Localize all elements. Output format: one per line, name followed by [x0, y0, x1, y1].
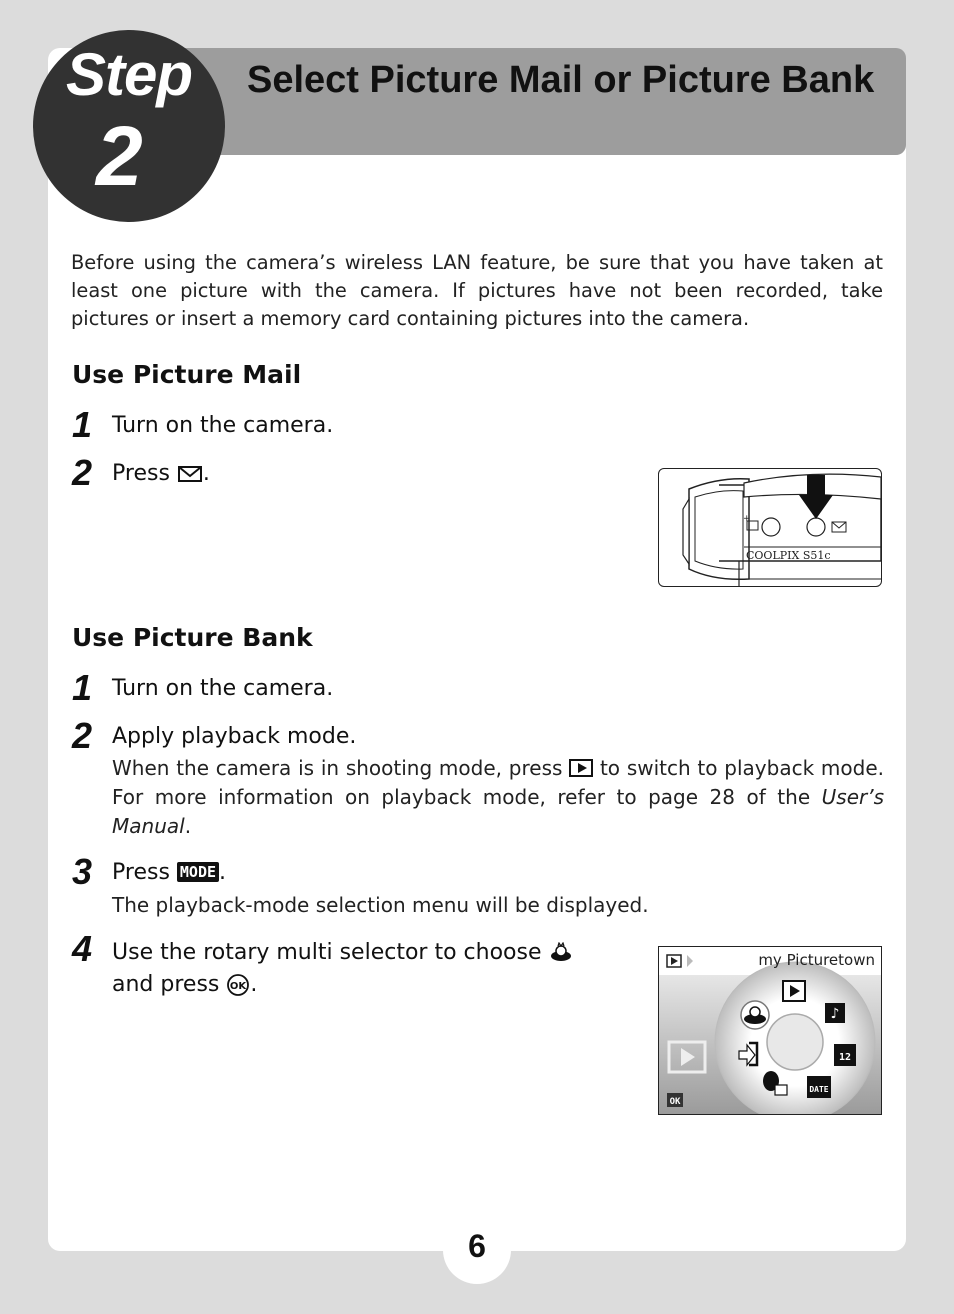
mail-step-2-text: [112, 461, 210, 486]
svg-text:OK: OK: [230, 981, 247, 992]
bank-step-2-desc-b: to switch to playback mode. For more information on playback mode, refer to page 28 of the: [112, 756, 885, 809]
bank-step-4-number: 4: [72, 928, 93, 969]
bank-step-2-description: [112, 754, 884, 841]
picturetown-icon: [549, 942, 573, 964]
date-menu-label: DATE: [809, 1085, 829, 1094]
ok-button-icon: [226, 973, 250, 997]
camera-body-drawing: [659, 469, 882, 587]
ok-soft-label: OK: [669, 1097, 681, 1107]
svg-text:♪: ♪: [830, 1006, 840, 1022]
camera-top-illustration: [658, 468, 882, 587]
page-number: 6: [468, 1228, 486, 1264]
bank-step-1-text: Turn on the camera.: [112, 676, 334, 701]
bank-step-3-number: 3: [72, 851, 93, 892]
bank-step-2-desc-end: .: [184, 814, 192, 838]
page-title: Select Picture Mail or Picture Bank: [247, 59, 875, 101]
bank-step-2-text: Apply playback mode.: [112, 724, 357, 749]
mail-step-1-text: Turn on the camera.: [112, 413, 334, 438]
bank-step-2-number: 2: [72, 715, 93, 756]
bank-step-3-label: Press: [112, 860, 170, 885]
step-number: 2: [96, 109, 143, 203]
playback-menu-screen-illustration: [658, 946, 882, 1115]
mail-step-1-number: 1: [72, 404, 93, 445]
bank-step-3-text: [112, 860, 226, 885]
bank-step-4-text-a: Use the rotary multi selector to choose: [112, 940, 542, 965]
bank-step-4-suffix: .: [250, 972, 258, 997]
mail-step-2-suffix: .: [202, 461, 210, 486]
bank-step-2-desc-a: When the camera is in shooting mode, press: [112, 756, 563, 780]
intro-paragraph: Before using the camera’s wireless LAN feature, be sure that you have taken at least one picture with the camera. If pictures have not been recorded, take pictures or insert a memory card containing pictures into the camera.: [71, 251, 883, 330]
picture-mail-heading: Use Picture Mail: [72, 360, 302, 389]
mail-step-2-number: 2: [72, 452, 93, 493]
users-manual-reference: User’s Manual: [112, 785, 885, 838]
bank-step-3-description: The playback-mode selection menu will be displayed.: [112, 893, 649, 917]
picture-bank-heading: Use Picture Bank: [72, 623, 313, 652]
svg-text:+: +: [743, 514, 751, 524]
mail-step-2-label: Press: [112, 461, 170, 486]
bank-step-4-text: [112, 937, 632, 1001]
number-menu-label: 12: [838, 1052, 852, 1063]
bank-step-4-text-b: and press: [112, 972, 220, 997]
playback-button-icon: [569, 759, 593, 777]
picturetown-menu-title: my Picturetown: [758, 951, 875, 969]
mail-icon: [177, 464, 203, 484]
bank-step-3-suffix: .: [219, 860, 227, 885]
playback-menu-drawing: [659, 947, 882, 1115]
step-word: Step: [66, 41, 193, 108]
camera-model-label: COOLPIX S51c: [746, 549, 831, 562]
bank-step-1-number: 1: [72, 667, 93, 708]
mode-button-icon: MODE: [177, 862, 219, 882]
